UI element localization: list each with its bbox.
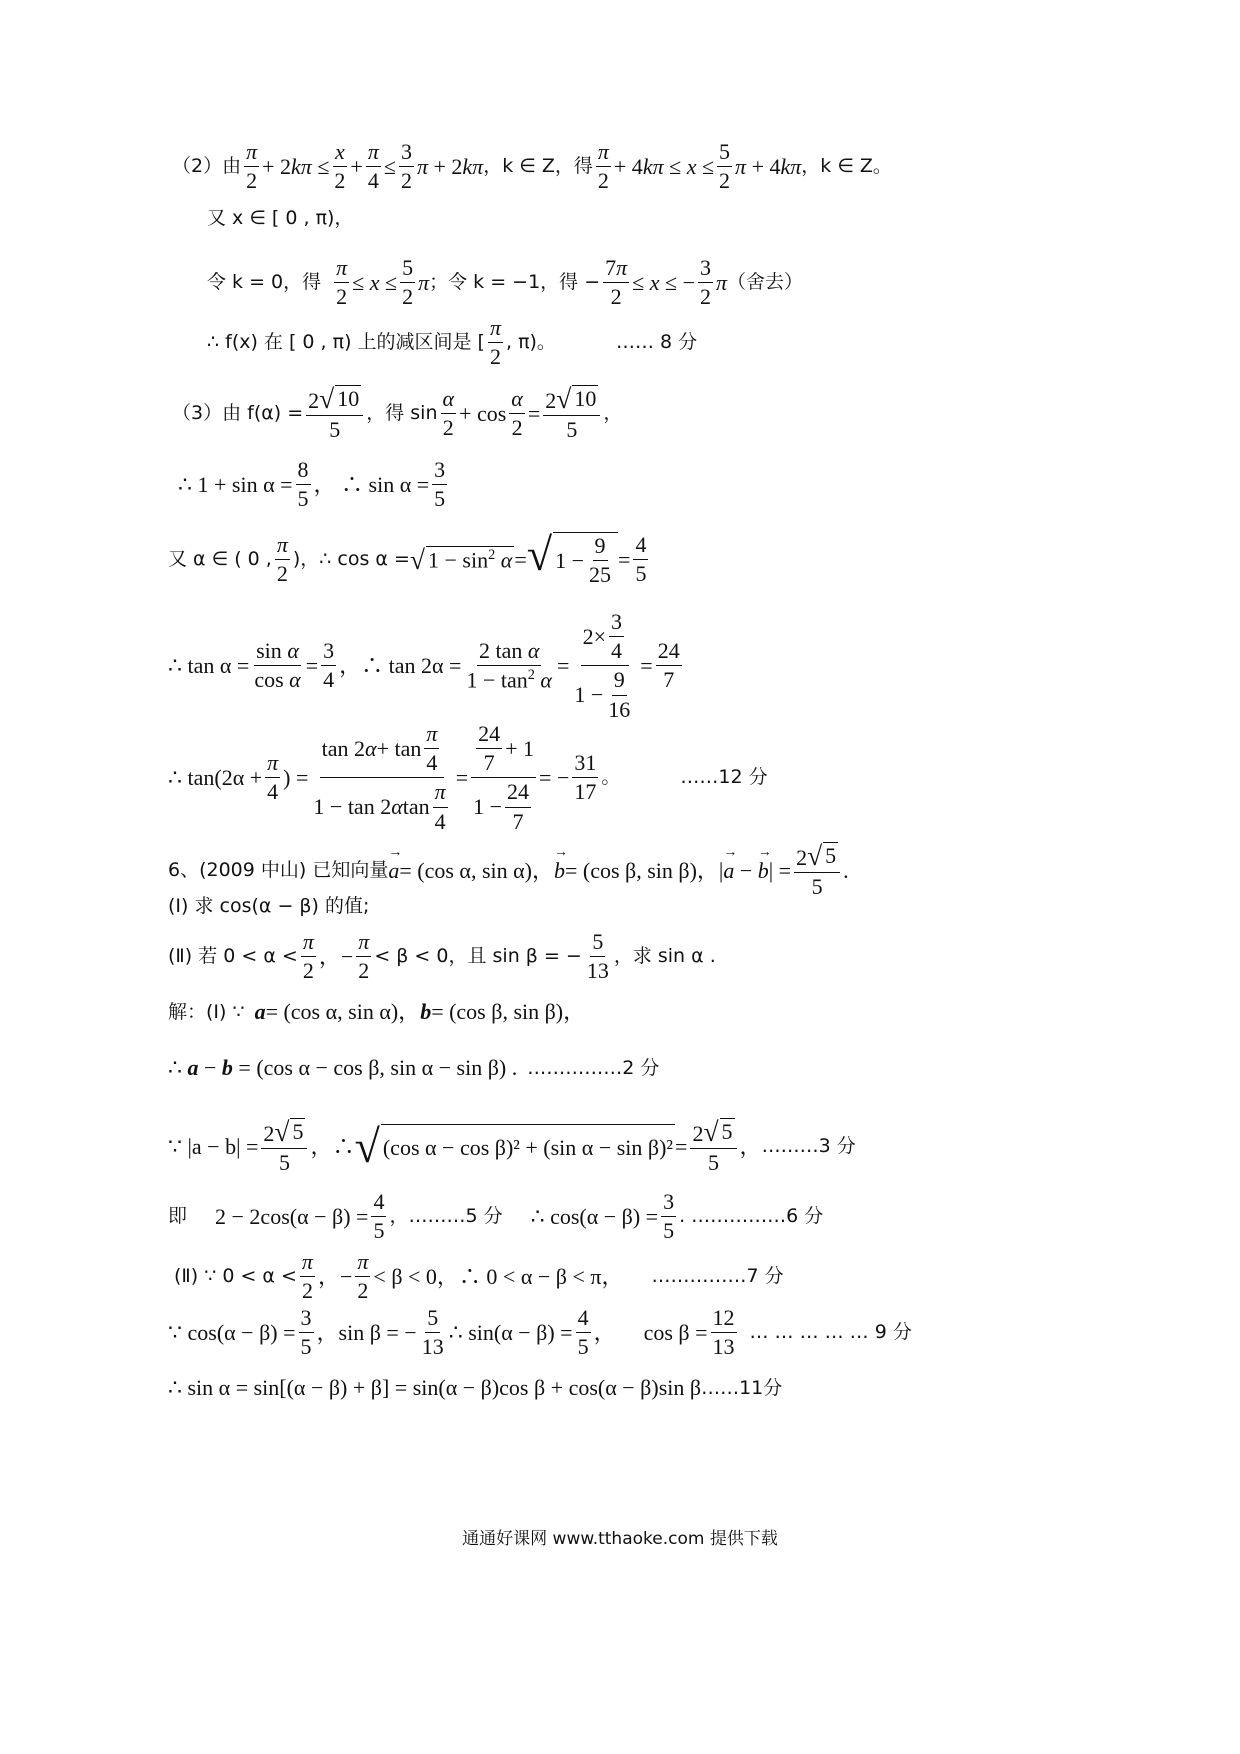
fraction: $\frac{12}{13}$: [712, 1305, 735, 1360]
solution-line6-mid2: ∴ sin(α − β) =: [448, 1319, 573, 1345]
score-8: …… 8 分: [615, 331, 698, 354]
part2-line3: 令 k = 0，得 $\frac{\pi}{2}$ ≤ x ≤ $\frac{5}{2}$ π ；令 k = −1，得 − $\frac{7\pi}{2}$ ≤ x ≤ − $\frac{3}{2}$ π （舍去）: [207, 255, 804, 310]
sqrt: √ (cos α − cos β)² + (sin α − sin β)²: [354, 1120, 674, 1172]
score-11: ……11分: [701, 1376, 783, 1399]
part3-line2-mid: ， ∴ sin α =: [313, 471, 430, 497]
part2-line1: （2）由 $\frac{\pi}{2}$ + 2kπ ≤ $\frac{x}{2}$ + $\frac{\pi}{4}$ ≤ $\frac{3}{2}$ π + 2kπ ，k ∈ Z，得 $\frac{\pi}{2}$ + 4kπ ≤ x ≤ $\frac{5}{2}$ π + 4kπ ，k ∈ Z。: [172, 139, 892, 194]
solution-line6-cos: cos β =: [643, 1319, 708, 1345]
score-6: . ……………6 分: [679, 1205, 824, 1228]
solution-b-def: = (cos β, sin β)，: [431, 999, 586, 1024]
fraction: 2 √ 5 5: [690, 1118, 736, 1175]
solution-a-def: = (cos α, sin α)，: [265, 999, 421, 1024]
part2-conclusion-suffix: , π)。: [506, 331, 556, 354]
problem6-header: 6、(2009 中山) 已知向量 → a = (cos α, sin α)， → b = (cos β, sin β)，| → a − → b | = 2 √ 5 5 .: [168, 842, 849, 899]
fraction: $\frac{4}{5}$: [635, 532, 647, 587]
vector-b: → b: [758, 859, 769, 883]
solution-label: 解：(Ⅰ) ∵: [168, 1000, 245, 1023]
part3-line2: [178, 458, 450, 511]
score-12: ……12 分: [680, 766, 768, 789]
bold-a: a: [187, 1055, 199, 1080]
fraction: $\frac{5}{13}$: [421, 1305, 444, 1360]
part2-label: （2）由: [172, 155, 242, 178]
fraction: $\frac{\pi}{4}$: [367, 139, 379, 194]
sqrt: √ 1 − $\frac{9}{25}$: [527, 532, 618, 587]
part3-line4-mid: ，∴ tan 2α =: [339, 652, 462, 678]
fraction: $\frac{\alpha}{2}$: [442, 386, 455, 441]
fraction: 2× $\frac{3}{4}$ 1 − $\frac{9}{16}$: [574, 609, 631, 722]
fraction: $\frac{\pi}{2}$: [276, 532, 288, 587]
problem6-abs-end: | =: [768, 857, 792, 883]
part2-cond-mid: ，k ∈ Z，得: [483, 155, 593, 178]
solution-line4-label: 即: [168, 1205, 188, 1228]
fraction: $\frac{24}{7}$ + 1 1 − $\frac{24}{7}$: [473, 721, 535, 834]
solution-line2: ∴ a − b = (cos α − cos β, sin α − sin β) . ……………2 分: [168, 1055, 660, 1080]
bold-a: a: [254, 999, 266, 1024]
vector-a: → a: [388, 859, 399, 883]
solution-line3-end: ，: [739, 1133, 762, 1159]
fraction: $\frac{8}{5}$: [297, 457, 309, 512]
problem6-q1: [168, 896, 369, 917]
problem6-q2: [168, 930, 716, 983]
part3-line3-prefix: 又 α ∈ ( 0 ,: [168, 548, 272, 571]
score-2: ……………2 分: [527, 1056, 660, 1079]
part2-k0-prefix: 令 k = 0，得: [207, 271, 322, 294]
score-3: ………3 分: [761, 1135, 856, 1158]
part3-line5-end: 。: [601, 766, 621, 789]
sqrt: √ $1 - \sin^2 \alpha$: [409, 543, 513, 575]
part2-interval-note: 又 x ∈ [ 0 , π)，: [207, 207, 354, 229]
part3-line3-mid: )，∴ cos α =: [292, 548, 410, 571]
solution-line6-mid3: ，: [593, 1319, 616, 1345]
part3-line5: ∴ tan(2α + $\frac{\pi}{4}$ ) = tan 2 α + tan $\frac{\pi}{4}$ 1 − tan 2 α tan $\frac{\pi}{4}$ = $\frac{24}{7}$ + 1 1 − $\frac{24}{7}$ = − $\frac{31}{17}$ 。 ……12 分: [168, 721, 768, 834]
solution-line2-text: = (cos α − cos β, sin α − sin β) .: [238, 1055, 518, 1080]
part2-k0-sep: ；令 k = −1，得 −: [429, 271, 601, 294]
fraction: $\frac{7\pi}{2}$: [605, 255, 628, 310]
fraction: tan 2 α + tan $\frac{\pi}{4}$ 1 − tan 2 α tan $\frac{\pi}{4}$: [313, 721, 446, 834]
fraction: 2 √ 5 5: [794, 842, 840, 899]
part3-line3: 又 α ∈ ( 0 , $\frac{\pi}{2}$ )，∴ cos α = √ $1 - \sin^2 \alpha$ = √ 1 − $\frac{9}{25}$ = $\frac{4}{5}$: [168, 529, 647, 588]
part3-line1: （3）由 f(α) = 2 √ 10 5 ，得 sin $\frac{\alpha}{2}$ + cos $\frac{\alpha}{2}$ = 2 √ 10 5 ，: [172, 383, 623, 443]
solution-line6-mid: ，sin β = −: [316, 1319, 417, 1345]
problem6-a-def: = (cos α, sin α)，: [399, 857, 554, 883]
fraction: $\frac{4}{5}$: [373, 1189, 385, 1244]
solution-line6: [168, 1306, 912, 1359]
fraction: $\frac{\pi}{2}$: [301, 1249, 313, 1304]
part3-line4: ∴ tan α = $\frac{\text{sin α}}{\text{cos α}}$ = $\frac{3}{4}$ ，∴ tan 2α = $\frac{\text{2 tan α}}{1 - \tan^2 \alpha}$ = 2× $\frac{3}{4}$ 1 − $\frac{9}{16}$ = $\frac{24}{7}$: [168, 609, 680, 722]
fraction: $\frac{24}{7}$: [657, 638, 680, 693]
part2-discard: （舍去）: [727, 271, 804, 294]
solution-line4-expr: 2 − 2cos(α − β) =: [215, 1203, 369, 1229]
problem6-q2-prefix: (Ⅱ) 若 0 < α <: [168, 945, 298, 968]
score-5: ，………5 分: [389, 1205, 503, 1228]
fraction: $\frac{31}{17}$: [574, 750, 597, 805]
fraction: $\frac{\pi}{2}$: [302, 929, 314, 984]
fraction: 2 √ 10 5: [543, 385, 600, 442]
part2-cond-end: ，k ∈ Z。: [801, 155, 892, 178]
vector-a: → a: [723, 859, 734, 883]
fraction: $\frac{\pi}{2}$: [246, 139, 258, 194]
solution-line7: [168, 1376, 782, 1400]
part3-line5-prefix: ∴ tan(2α +: [168, 764, 263, 790]
fraction: $\frac{\pi}{2}$: [489, 315, 501, 370]
fraction: $\frac{\pi}{2}$: [358, 929, 370, 984]
part3-get-sin: ，得 sin: [366, 402, 438, 425]
fraction: $\frac{\pi}{2}$: [336, 255, 348, 310]
fraction: $\frac{\pi}{2}$: [597, 139, 609, 194]
problem6-q2-end: ，求 sin α .: [613, 945, 716, 968]
fraction: $\frac{\text{2 tan α}}{1 - \tan^2 \alpha}$: [466, 637, 552, 693]
solution-line3-prefix: ∵ |a − b| =: [168, 1133, 259, 1159]
solution-line3-mid: ，∴: [310, 1133, 355, 1159]
fraction: $\frac{\pi}{2}$: [357, 1249, 369, 1304]
part2-conclusion-prefix: ∴ f(x) 在 [ 0 , π) 上的减区间是 [: [207, 331, 485, 354]
bold-b: b: [221, 1055, 233, 1080]
problem6-q1-text: (Ⅰ) 求 cos(α − β) 的值;: [168, 895, 370, 917]
solution-line1: [168, 1000, 585, 1024]
fraction: $\frac{3}{2}$: [400, 139, 412, 194]
part2-line4: [207, 316, 697, 369]
score-9: … … … … … 9 分: [749, 1321, 912, 1344]
problem6-b-def: = (cos β, sin β)，|: [564, 857, 724, 883]
score-7: ……………7 分: [651, 1265, 784, 1288]
fraction: $\frac{3}{5}$: [434, 457, 446, 512]
fraction: $\frac{\pi}{4}$: [267, 750, 279, 805]
page-footer: 通通好课网 www.tthaoke.com 提供下载: [462, 1529, 778, 1549]
solution-line5: [174, 1250, 784, 1303]
problem6-period: .: [843, 857, 849, 883]
solution-line4: [168, 1190, 823, 1243]
bold-b: b: [420, 999, 432, 1024]
fraction: 2 √ 5 5: [261, 1118, 307, 1175]
fraction: $\frac{\alpha}{2}$: [511, 386, 523, 441]
problem6-header-text: 6、(2009 中山) 已知向量: [168, 859, 389, 882]
fraction: $\frac{3}{2}$: [700, 255, 711, 310]
solution-line6-prefix: ∵ cos(α − β) =: [168, 1319, 296, 1345]
solution-line5-prefix: (Ⅱ) ∵ 0 < α <: [174, 1265, 297, 1288]
problem6-q2-mid2: < β < 0，且 sin β = −: [374, 945, 582, 968]
part3-comma: ，: [603, 402, 623, 425]
fraction: $\frac{5}{2}$: [402, 255, 414, 310]
fraction: 2 √ 10 5: [306, 385, 363, 442]
fraction: $\frac{\text{sin α}}{\text{cos α}}$: [254, 638, 301, 693]
fraction: $\frac{3}{4}$: [323, 638, 335, 693]
part3-line4-prefix: ∴ tan α =: [168, 652, 250, 678]
solution-line5-end: < β < 0，∴ 0 < α − β < π，: [373, 1263, 624, 1289]
problem6-q2-mid: ，−: [318, 943, 354, 969]
fraction: $\frac{3}{5}$: [663, 1189, 675, 1244]
vector-b: → b: [554, 859, 565, 883]
fraction: $\frac{x}{2}$: [334, 139, 346, 194]
fraction: $\frac{5}{2}$: [719, 139, 731, 194]
fraction: $\frac{3}{5}$: [300, 1305, 312, 1360]
fraction: $\frac{4}{5}$: [577, 1305, 589, 1360]
solution-line7-text: ∴ sin α = sin[(α − β) + β] = sin(α − β)cos β + cos(α − β)sin β: [168, 1375, 702, 1400]
part2-line2: [207, 208, 353, 229]
part3-line2-prefix: ∴ 1 + sin α =: [178, 471, 293, 497]
fraction: $\frac{5}{13}$: [586, 929, 609, 984]
part3-label: （3）由 f(α) =: [172, 402, 304, 425]
solution-line4-mid: ∴ cos(α − β) =: [530, 1203, 659, 1229]
solution-line5-mid: ，−: [317, 1263, 353, 1289]
solution-line3: ∵ |a − b| = 2 √ 5 5 ，∴ √ (cos α − cos β)² + (sin α − sin β)² = 2 √ 5 5 ， ………3 分: [168, 1116, 856, 1176]
